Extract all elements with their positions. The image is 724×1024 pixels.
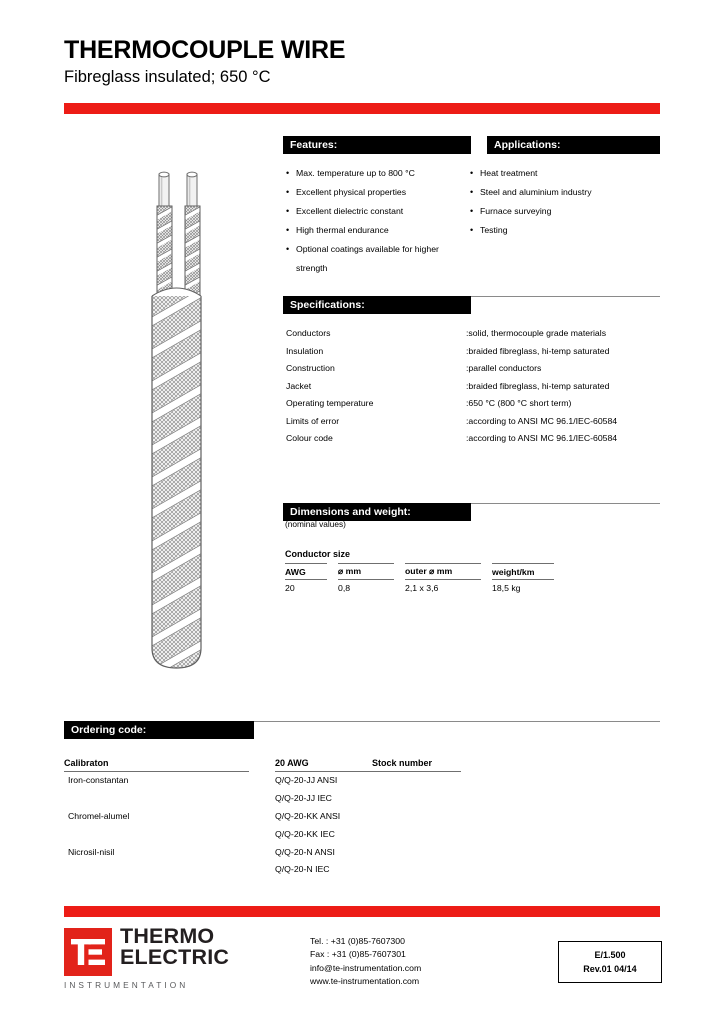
spec-value: :braided fibreglass, hi-temp saturated [466,380,610,391]
spec-key: Operating temperature [286,398,374,408]
table-header-row [285,563,554,580]
telephone: Tel. : +31 (0)85-7607300 [310,936,405,946]
table-cell: 20 [285,583,295,593]
column-header: Calibraton [64,758,109,768]
contact-block [310,935,421,989]
list-item: • Max. temperature up to 800 °C [286,164,466,183]
conductor-size-caption: Conductor size [285,549,351,559]
dimensions-table [285,563,554,595]
column-header: 20 AWG [275,758,309,768]
ordering-code: Q/Q-20-JJ ANSI [275,775,338,785]
ordering-code: Q/Q-20-KK IEC [275,829,335,839]
spec-key: Jacket [286,380,312,391]
column-header: weight/km [492,563,554,580]
spec-key: Colour code [286,433,333,443]
specifications-heading: Specifications: [283,296,471,314]
fax: Fax : +31 (0)85-7607301 [310,949,406,960]
logo-tagline: INSTRUMENTATION [64,980,189,990]
dimensions-note: (nominal values) [285,519,346,529]
website-link[interactable]: www.te-instrumentation.com [310,976,420,987]
spec-key: Limits of error [286,415,340,426]
revision-date: Rev.01 04/14 [583,964,637,974]
table-cell: 18,5 kg [492,583,521,593]
list-item: • Excellent physical properties [286,183,466,202]
footer-accent-bar [64,906,660,917]
te-logo-icon [64,928,112,976]
page-title: THERMOCOUPLE WIRE [64,36,346,64]
document-code: E/1.500 [594,950,626,960]
ordering-heading: Ordering code: [64,721,254,739]
table-cell: 0,8 [338,583,351,593]
list-item: • Optional coatings available for higher strength [286,240,466,278]
ordering-code: Q/Q-20-N IEC [275,864,330,874]
calibration-label: Nicrosil-nisil [68,847,115,857]
list-item: • Heat treatment [470,164,660,183]
column-header: ⌀ mm [338,563,394,580]
applications-list [470,164,660,240]
ordering-code: Q/Q-20-N ANSI [275,847,335,857]
specifications-rule [471,296,660,297]
cable-illustration [140,168,232,683]
dimensions-heading: Dimensions and weight: [283,503,471,521]
column-header: Stock number [372,758,433,768]
spec-value: :parallel conductors [466,363,542,373]
header-accent-bar [64,103,660,114]
column-header: AWG [285,563,327,580]
calibration-label: Chromel-alumel [68,811,130,821]
logo-line-1: THERMO [120,924,215,948]
page-subtitle: Fibreglass insulated; 650 °C [64,68,271,86]
list-item: • Steel and aluminium industry [470,183,660,202]
list-item: • Testing [470,221,660,240]
ordering-code: Q/Q-20-KK ANSI [275,811,341,821]
spec-value: :650 °C (800 °C short term) [466,398,572,408]
spec-key: Construction [286,363,335,373]
column-header: outer ⌀ mm [405,563,481,580]
table-cell: 2,1 x 3,6 [405,583,439,593]
dimensions-rule [471,503,660,504]
spec-value: :solid, thermocouple grade materials [466,328,607,338]
calibration-label: Iron-constantan [68,775,129,785]
email-link[interactable]: info@te-instrumentation.com [310,962,422,973]
spec-value: :according to ANSI MC 96.1/IEC-60584 [466,415,618,426]
spec-value: :according to ANSI MC 96.1/IEC-60584 [466,433,618,443]
features-list [286,164,466,278]
spec-key: Conductors [286,328,331,338]
spec-key: Insulation [286,345,324,356]
spec-value: :braided fibreglass, hi-temp saturated [466,345,610,356]
features-heading: Features: [283,136,471,154]
revision-box [558,941,662,983]
ordering-code: Q/Q-20-JJ IEC [275,793,332,803]
list-item: • Excellent dielectric constant [286,202,466,221]
list-item: • High thermal endurance [286,221,466,240]
ordering-rule [254,721,660,722]
list-item: • Furnace surveying [470,202,660,221]
table-row [285,580,554,595]
logo-line-2: ELECTRIC [120,945,230,969]
applications-heading: Applications: [487,136,660,154]
